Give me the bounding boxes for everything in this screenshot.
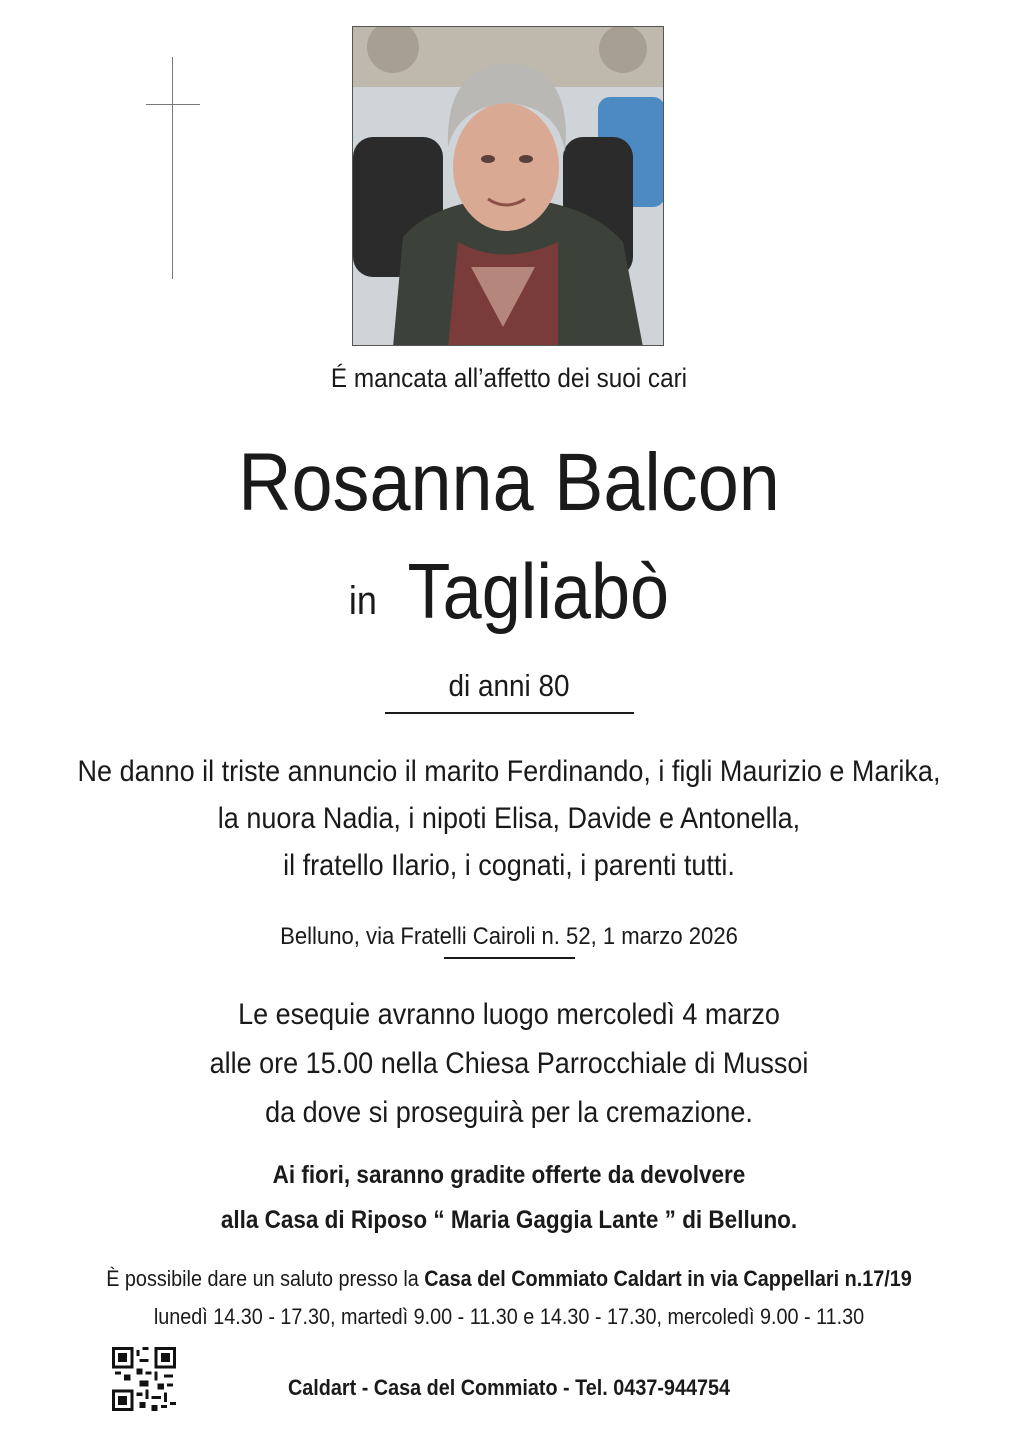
visit-place: Casa del Commiato Caldart in via Cappellari n.17/19 bbox=[424, 1266, 912, 1291]
visit-line bbox=[51, 1260, 967, 1298]
visit-hours: lunedì 14.30 - 17.30, martedì 9.00 - 11.30 e 14.30 - 17.30, mercoledì 9.00 - 11.30 bbox=[153, 1304, 865, 1329]
flowers-line: Ai fiori, saranno gradite offerte da devolvere bbox=[272, 1161, 746, 1189]
age-text: di anni 80 bbox=[448, 668, 570, 703]
flowers-line: alla Casa di Riposo “ Maria Gaggia Lante ” di Belluno. bbox=[220, 1206, 798, 1234]
intro-text: É mancata all’affetto dei suoi cari bbox=[330, 363, 688, 393]
cross-icon bbox=[172, 57, 173, 279]
married-prefix: in bbox=[348, 579, 377, 623]
footer-contact: Caldart - Casa del Commiato - Tel. 0437-944754 bbox=[287, 1375, 731, 1400]
cross-icon-bar bbox=[146, 104, 200, 105]
funeral-line: alle ore 15.00 nella Chiesa Parrocchiale di Mussoi bbox=[209, 1047, 809, 1080]
portrait-photo bbox=[352, 26, 664, 346]
announcement-line: il fratello Ilario, i cognati, i parenti tutti. bbox=[283, 849, 735, 882]
announcement-line: la nuora Nadia, i nipoti Elisa, Davide e Antonella, bbox=[217, 802, 801, 835]
married-surname: Tagliabò bbox=[407, 547, 670, 635]
announcement-line: Ne danno il triste annuncio il marito Ferdinando, i figli Maurizio e Marika, bbox=[77, 755, 941, 788]
married-name bbox=[51, 547, 967, 635]
flowers-note bbox=[51, 1153, 967, 1243]
funeral-line: da dove si proseguirà per la cremazione. bbox=[265, 1096, 753, 1129]
funeral-line: Le esequie avranno luogo mercoledì 4 marzo bbox=[238, 998, 780, 1031]
visit-prefix: È possibile dare un saluto presso la bbox=[106, 1266, 425, 1291]
announcement bbox=[51, 748, 967, 889]
funeral-info bbox=[51, 990, 967, 1137]
place-date: Belluno, via Fratelli Cairoli n. 52, 1 marzo 2026 bbox=[280, 923, 738, 950]
deceased-name: Rosanna Balcon bbox=[238, 437, 780, 528]
visit-info bbox=[51, 1260, 967, 1336]
divider bbox=[444, 957, 575, 959]
divider bbox=[385, 712, 634, 714]
